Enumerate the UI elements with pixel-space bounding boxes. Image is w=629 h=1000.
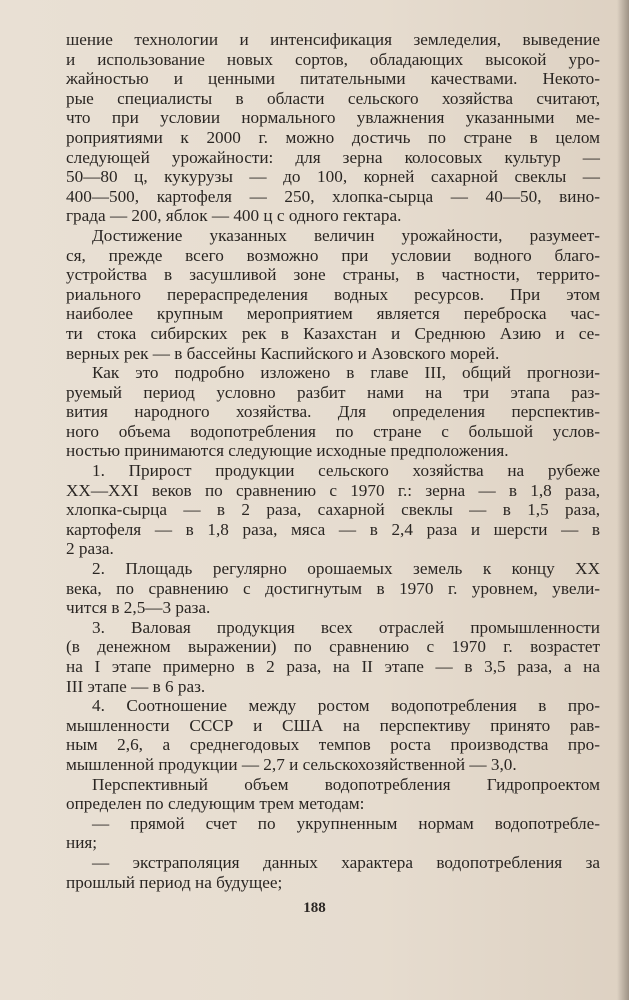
text-line: картофеля — в 1,8 раза, мяса — в 2,4 раза и шерсти — в [66,519,600,539]
paragraph [66,461,600,559]
text-line: града — 200, яблок — 400 ц с одного гектара. [66,206,402,226]
text-line: ным 2,6, а среднегодовых темпов роста производства про- [66,735,600,755]
text-line: определен по следующим трем методам: [66,794,365,814]
text-line: жайностью и ценными питательными качествами. Некото- [66,69,600,89]
text-line: шение технологии и интенсификация земледелия, выведение [66,30,600,49]
text-line: руемый период условно разбит нами на три этапа раз- [66,382,600,402]
text-line: (в денежном выражении) по сравнению с 1970 г. возрастет [66,637,600,657]
text-line: III этапе — в 6 раз. [66,676,206,696]
text-line: ся, прежде всего возможно при условии водного благо- [66,245,600,265]
text-line: прошлый период на будущее; [66,872,283,892]
text-line: 2. Площадь регулярно орошаемых земель к концу XX [92,559,600,579]
text-line: устройства в засушливой зоне страны, в частности, террито- [66,265,600,285]
text-line: — экстраполяция данных характера водопотребления за [92,852,600,872]
text-line: ностью принимаются следующие исходные предположения. [66,441,509,461]
text-line: хлопка-сырца — в 2 раза, сахарной свеклы — в 1,5 раза, [66,500,600,520]
text-line: мышленной продукции — 2,7 и сельскохозяйственной — 3,0. [66,754,517,774]
text-line: мышленности СССР и США на перспективу принято рав- [66,715,600,735]
paragraph [66,775,600,814]
page-shadow-edge [617,0,629,1000]
text-line: 2 раза. [66,539,114,559]
text-line: века, по сравнению с достигнутым в 1970 г. уровнем, увели- [66,578,600,598]
paragraph [66,853,600,892]
paragraph [66,363,600,461]
text-line: верных рек — в бассейны Каспийского и Азовского морей. [66,343,500,363]
text-line: и использование новых сортов, обладающих высокой уро- [66,49,600,69]
text-line: что при условии нормального увлажнения указанными ме- [66,108,600,128]
text-line: следующей урожайности: для зерна колосовых культур — [66,147,600,167]
paragraph [66,814,600,853]
text-line: 400—500, картофеля — 250, хлопка-сырца — 40—50, вино- [66,186,600,206]
paragraph [66,226,600,363]
text-line: роприятиями к 2000 г. можно достичь по стране в целом [66,127,600,147]
body-text [66,30,600,892]
text-line: Перспективный объем водопотребления Гидропроектом [92,774,600,794]
text-line: 50—80 ц, кукурузы — до 100, корней сахарной свеклы — [66,167,600,187]
text-line: ного объема водопотребления по стране с большой услов- [66,421,600,441]
text-line: ния; [66,833,98,853]
text-line: на I этапе примерно в 2 раза, на II этапе — в 3,5 раза, а на [66,657,600,676]
paragraph [66,618,600,696]
text-line: Как это подробно изложено в главе III, общий прогнози- [92,363,600,383]
text-line: рые специалисты в области сельского хозяйства считают, [66,88,600,108]
text-line: — прямой счет по укрупненным нормам водопотребле- [92,813,600,833]
paragraph [66,30,600,226]
page-number: 188 [303,900,326,916]
text-line: ти стока сибирских рек в Казахстан и Среднюю Азию и се- [66,323,600,343]
text-line: XX—XXI веков по сравнению с 1970 г.: зерна — в 1,8 раза, [66,480,600,500]
text-line: чится в 2,5—3 раза. [66,598,211,618]
text-line: 1. Прирост продукции сельского хозяйства на рубеже [92,461,600,481]
text-line: 3. Валовая продукция всех отраслей промышленности [92,617,600,637]
text-line: наиболее крупным мероприятием является переброска час- [66,304,600,324]
paragraph [66,696,600,774]
text-line: риального перераспределения водных ресурсов. При этом [66,284,600,304]
text-line: 4. Соотношение между ростом водопотребления в про- [92,696,600,716]
paragraph [66,559,600,618]
text-line: вития народного хозяйства. Для определения перспектив- [66,402,600,422]
text-line: Достижение указанных величин урожайности, разумеет- [92,225,600,245]
